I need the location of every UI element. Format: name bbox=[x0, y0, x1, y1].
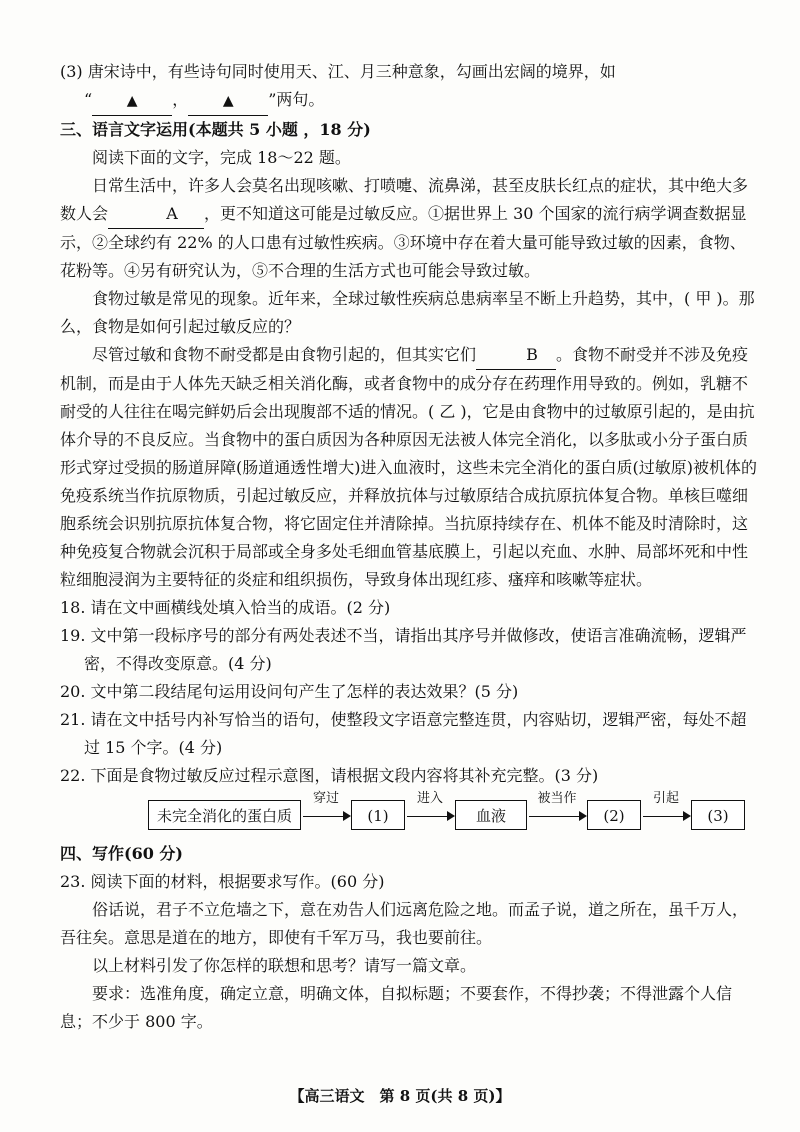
blank-b[interactable]: B bbox=[476, 341, 556, 370]
arrow-right-icon bbox=[579, 811, 587, 821]
answer-blank-2[interactable] bbox=[188, 86, 268, 116]
flow-arrow-enter: 进入 bbox=[405, 800, 455, 830]
arrow-right-icon bbox=[343, 811, 351, 821]
section-3-instruction: 阅读下面的文字，完成 18～22 题。 bbox=[92, 148, 351, 167]
flow-box-blood: 血液 bbox=[455, 800, 527, 830]
blank-a[interactable]: A bbox=[108, 200, 204, 229]
triangle-icon: ▲ bbox=[222, 93, 234, 109]
passage-paragraph-3: 尽管过敏和食物不耐受都是由食物引起的，但其实它们 B 。食物不耐受并不涉及免疫机制，而是由于人体先天缺乏相关消化酶，或者食物中的成分存在药理作用导致的。例如，乳糖不耐受的人往往在喝完鲜奶后会出现腹部不适的情况。( 乙 )，它是由食物中的过敏原引起的，是由抗体介导的不良反应。当食物中的蛋白质因为各种原因无法被人体完全消化，以多肽或小分子蛋白质形式穿过受损的肠道屏障(肠道通透性增大)进入血液时，这些未完全消化的蛋白质(过敏原)被机体的免疫系统当作抗原物质，引起过敏反应，并释放抗体与过敏原结合成抗原抗体复合物。单核巨噬细胞系统会识别抗原抗体复合物，将它固定住并清除掉。当抗原持续存在、机体不能及时清除时，这种免疫复合物就会沉积于局部或全身多处毛细血管基底膜上，引起以充血、水肿、局部坏死和中性粒细胞浸润为主要特征的炎症和组织损伤，导致身体出现红疹、瘙痒和咳嗽等症状。 bbox=[60, 341, 760, 594]
arrow-right-icon bbox=[683, 811, 691, 821]
question-3-blanks: “ ▲ ， ▲ ”两句。 bbox=[60, 86, 760, 116]
section-4-title: 四、写作(60 分) bbox=[60, 844, 183, 863]
question-19: 19. 文中第一段标序号的部分有两处表述不当，请指出其序号并做修改，使语言准确流畅，逻辑严密，不得改变原意。(4 分) bbox=[60, 626, 747, 673]
exam-page bbox=[60, 58, 760, 1036]
allergy-flow-diagram bbox=[148, 791, 760, 832]
writing-material: 俗话说，君子不立危墙之下，意在劝告人们远离危险之地。而孟子说，道之所在，虽千万人，吾往矣。意思是道在的地方，即使有千军万马，我也要前往。 bbox=[60, 900, 749, 947]
passage-paragraph-1: 日常生活中，许多人会莫名出现咳嗽、打喷嚏、流鼻涕，甚至皮肤长红点的症状，其中绝大多数人会 A ，更不知道这可能是过敏反应。①据世界上 30 个国家的流行病学调查数据显示，②全球约有 22% 的人口患有过敏性疾病。③环境中存在着大量可能导致过敏的因素，食物、花粉等。④另有研究认为，⑤不合理的生活方式也可能会导致过敏。 bbox=[60, 176, 749, 280]
flow-box-undigested-protein: 未完全消化的蛋白质 bbox=[148, 800, 301, 830]
flow-arrow-pass-through: 穿过 bbox=[301, 800, 351, 830]
arrow-right-icon bbox=[447, 811, 455, 821]
question-21: 21. 请在文中括号内补写恰当的语句，使整段文字语意完整连贯，内容贴切，逻辑严密，每处不超过 15 个字。(4 分) bbox=[60, 710, 747, 757]
writing-prompt: 以上材料引发了你怎样的联想和思考？请写一篇文章。 bbox=[92, 956, 477, 975]
passage-paragraph-2: 食物过敏是常见的现象。近年来，全球过敏性疾病总患病率呈不断上升趋势，其中，( 甲 )。那么，食物是如何引起过敏反应的？ bbox=[60, 289, 755, 336]
question-23: 23. 阅读下面的材料，根据要求写作。(60 分) bbox=[60, 872, 385, 891]
triangle-icon: ▲ bbox=[126, 93, 138, 109]
question-18: 18. 请在文中画横线处填入恰当的成语。(2 分) bbox=[60, 598, 391, 617]
section-3-title: 三、语言文字运用(本题共 5 小题 ，18 分) bbox=[60, 120, 371, 139]
flow-box-blank-2[interactable]: (2) bbox=[587, 800, 641, 830]
flow-box-blank-3[interactable]: (3) bbox=[691, 800, 745, 830]
writing-requirements: 要求：选准角度，确定立意，明确文体，自拟标题；不要套作，不得抄袭；不得泄露个人信息；不少于 800 字。 bbox=[60, 984, 733, 1031]
flow-box-blank-1[interactable]: (1) bbox=[351, 800, 405, 830]
question-20: 20. 文中第二段结尾句运用设问句产生了怎样的表达效果？(5 分) bbox=[60, 682, 519, 701]
question-3: (3) 唐宋诗中，有些诗句同时使用天、江、月三种意象，勾画出宏阔的境界，如 bbox=[60, 62, 616, 81]
question-22: 22. 下面是食物过敏反应过程示意图，请根据文段内容将其补充完整。(3 分) bbox=[60, 766, 599, 785]
flow-arrow-cause: 引起 bbox=[641, 800, 691, 830]
page-footer: 【高三语文 第 8 页(共 8 页)】 bbox=[289, 1087, 511, 1105]
answer-blank-1[interactable] bbox=[92, 86, 172, 116]
flow-arrow-treated-as: 被当作 bbox=[527, 800, 587, 830]
